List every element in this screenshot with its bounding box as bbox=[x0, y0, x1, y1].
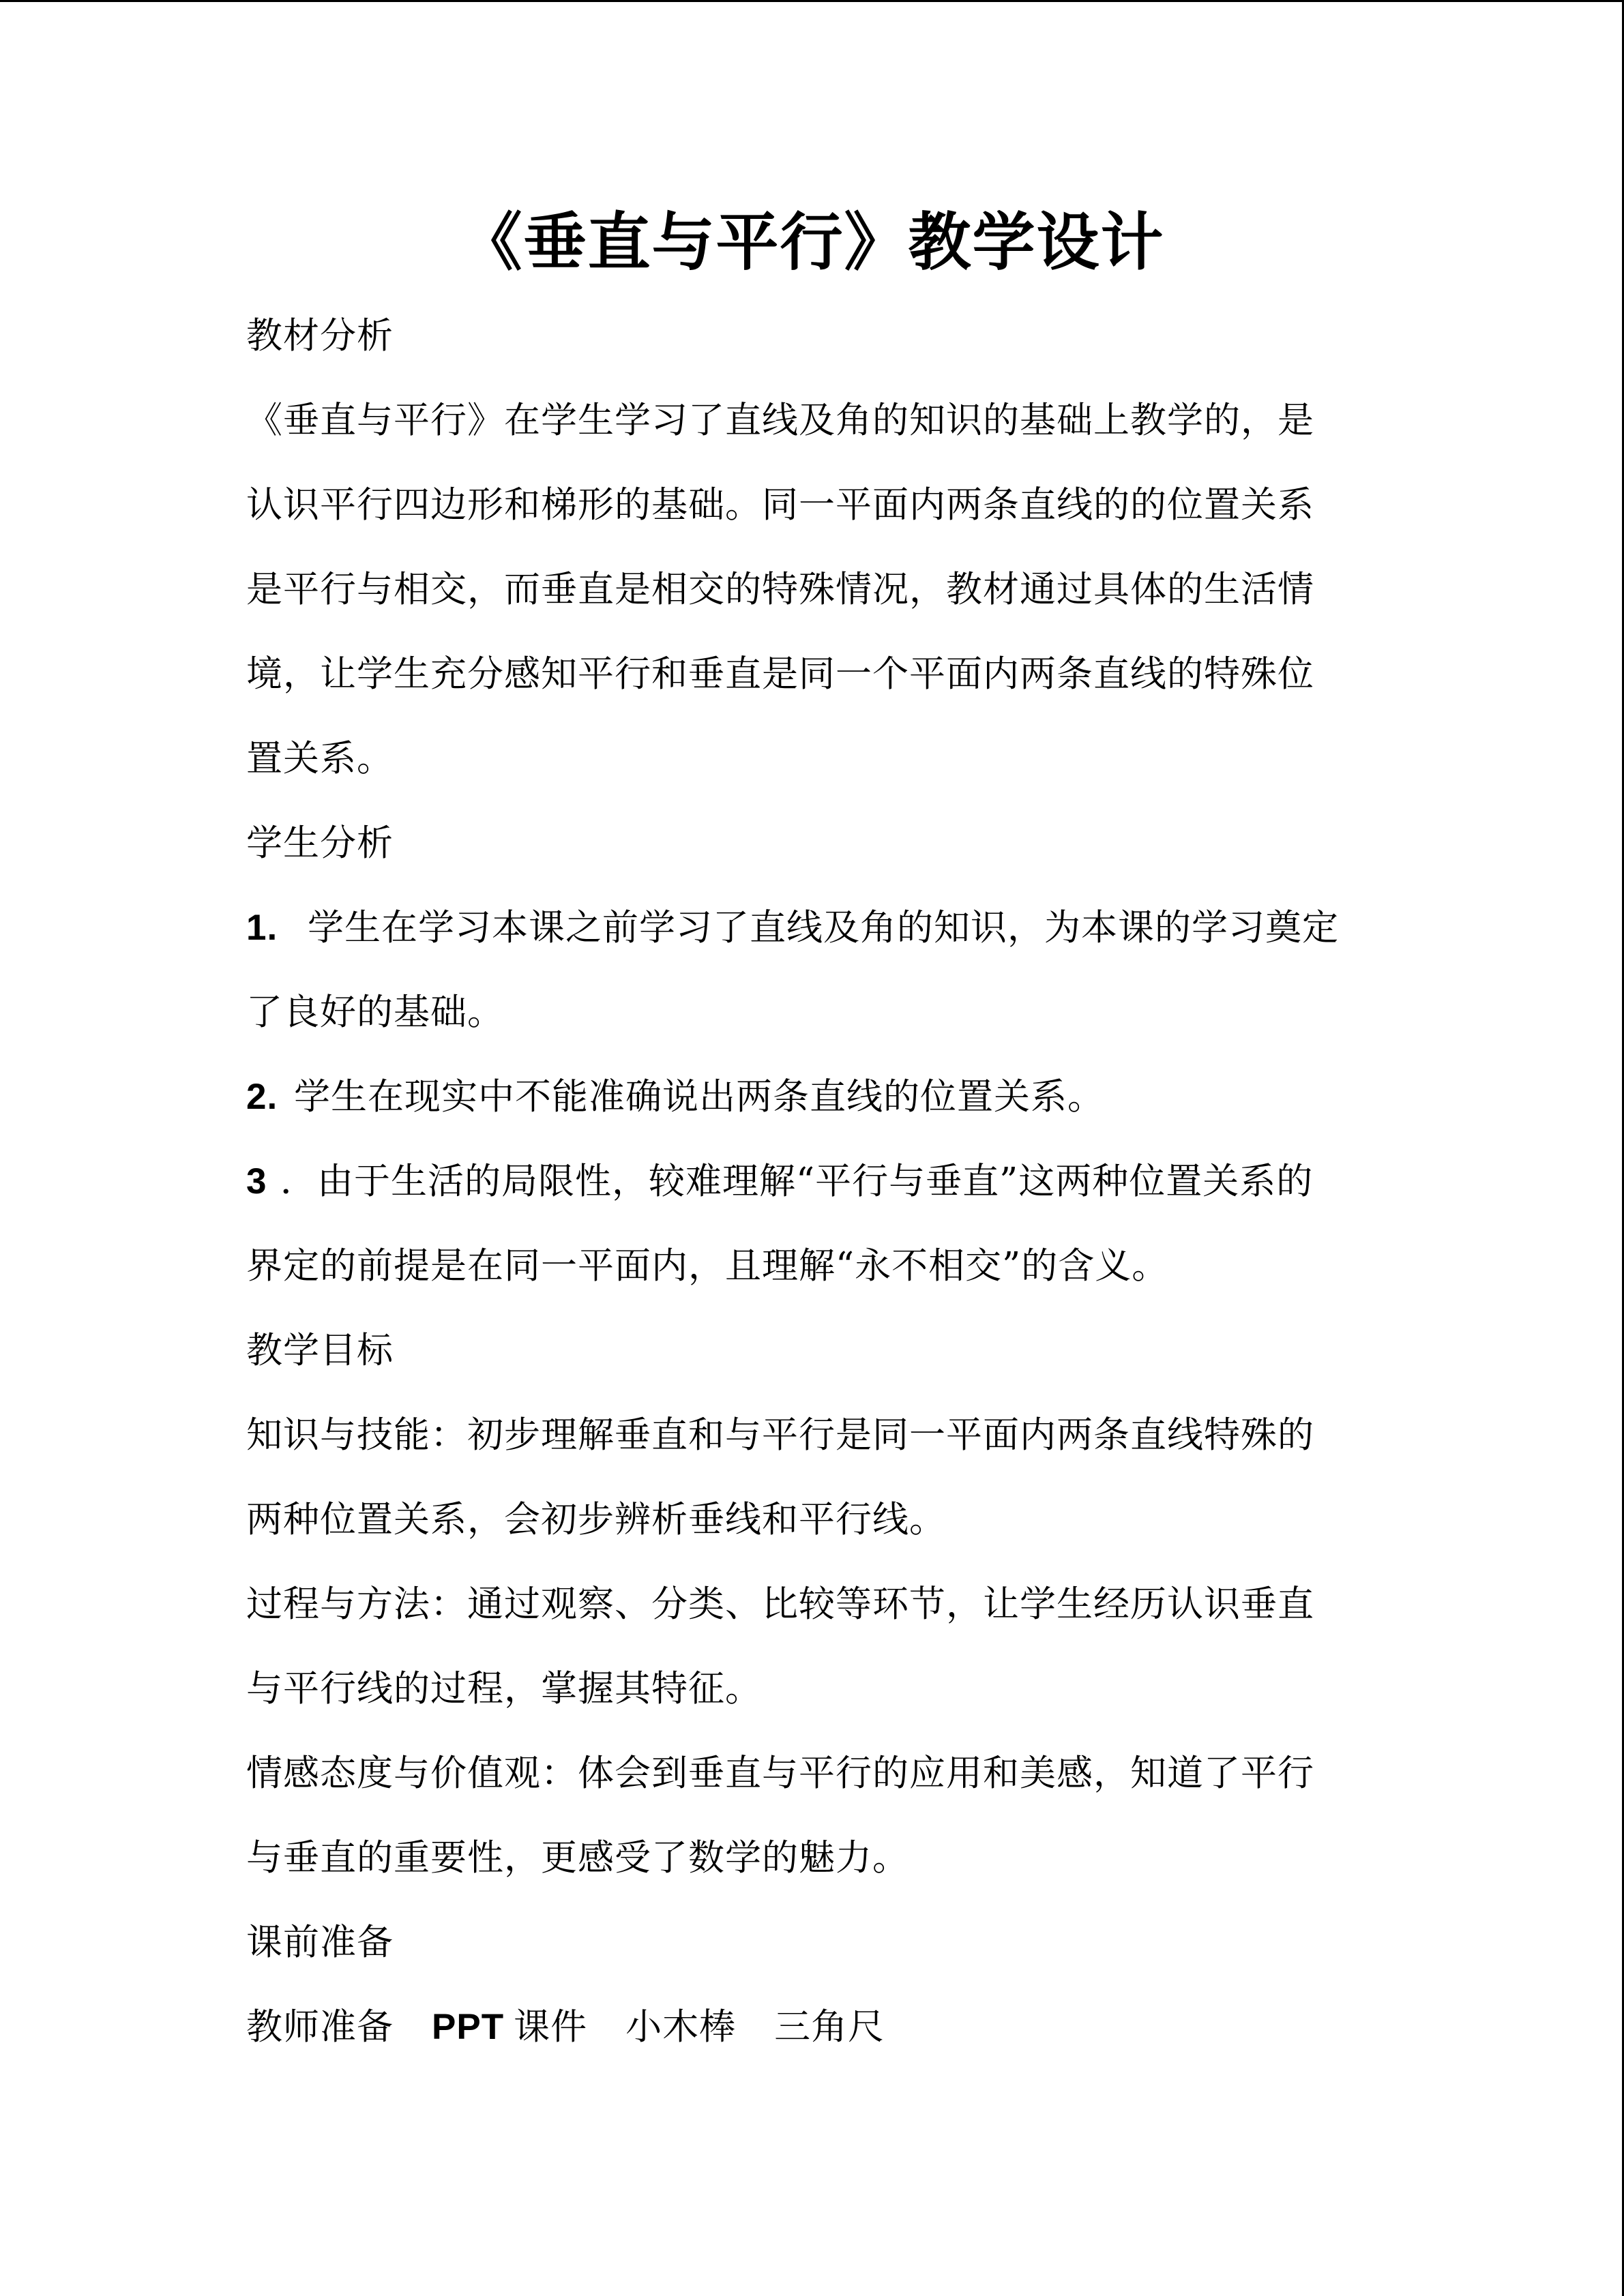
list-item-1-continued: 了良好的基础。 bbox=[246, 992, 504, 1033]
preparation-ruler: 三角尺 bbox=[774, 2006, 885, 2048]
preparation-courseware: 课件 bbox=[514, 2006, 588, 2048]
paragraph-line: 境，让学生充分感知平行和垂直是同一个平面内两条直线的特殊位 bbox=[246, 653, 1314, 695]
list-text: 学生在学习本课之前学习了直线及角的知识，为本课的学习奠定 bbox=[308, 907, 1339, 949]
preparation-list bbox=[246, 1985, 1378, 2070]
list-text: ．由于生活的局限性，较难理解“平行与垂直”这两种位置关系的 bbox=[280, 1161, 1314, 1202]
preparation-ppt: PPT bbox=[432, 2007, 505, 2047]
paragraph-line: 情感态度与价值观：体会到垂直与平行的应用和美感，知道了平行 bbox=[246, 1753, 1314, 1794]
page-title: 《垂直与平行》教学设计 bbox=[459, 205, 1165, 279]
document-body bbox=[246, 294, 1378, 2070]
list-number: 2. bbox=[246, 1077, 278, 1117]
list-text: 学生在现实中不能准确说出两条直线的位置关系。 bbox=[294, 1076, 1104, 1118]
paragraph-line: 是平行与相交，而垂直是相交的特殊情况，教材通过具体的生活情 bbox=[246, 569, 1314, 610]
list-item-1 bbox=[246, 886, 1378, 970]
section-heading-teaching-goals: 教学目标 bbox=[246, 1330, 394, 1371]
paragraph-line: 两种位置关系，会初步辨析垂线和平行线。 bbox=[246, 1499, 946, 1540]
section-heading-material-analysis: 教材分析 bbox=[246, 315, 394, 357]
paragraph-line: 知识与技能：初步理解垂直和与平行是同一平面内两条直线特殊的 bbox=[246, 1414, 1314, 1456]
paragraph-line: 置关系。 bbox=[246, 738, 394, 779]
section-heading-preparation: 课前准备 bbox=[246, 1922, 394, 1963]
paragraph-line: 认识平行四边形和梯形的基础。同一平面内两条直线的的位置关系 bbox=[246, 484, 1314, 526]
list-item-3 bbox=[246, 1139, 1378, 1224]
list-item-3-continued: 界定的前提是在同一平面内，且理解“永不相交”的含义。 bbox=[246, 1245, 1169, 1287]
paragraph-line: 《垂直与平行》在学生学习了直线及角的知识的基础上教学的，是 bbox=[246, 400, 1314, 441]
list-number: 1. bbox=[246, 908, 278, 948]
list-number: 3 bbox=[246, 1161, 267, 1202]
paragraph-line: 与平行线的过程，掌握其特征。 bbox=[246, 1668, 762, 1710]
preparation-stick: 小木棒 bbox=[625, 2006, 737, 2048]
list-item-2 bbox=[246, 1055, 1378, 1139]
paragraph-line: 与垂直的重要性，更感受了数学的魅力。 bbox=[246, 1837, 909, 1879]
preparation-label: 教师准备 bbox=[246, 2006, 394, 2048]
paragraph-line: 过程与方法：通过观察、分类、比较等环节，让学生经历认识垂直 bbox=[246, 1583, 1314, 1625]
section-heading-student-analysis: 学生分析 bbox=[246, 822, 394, 864]
